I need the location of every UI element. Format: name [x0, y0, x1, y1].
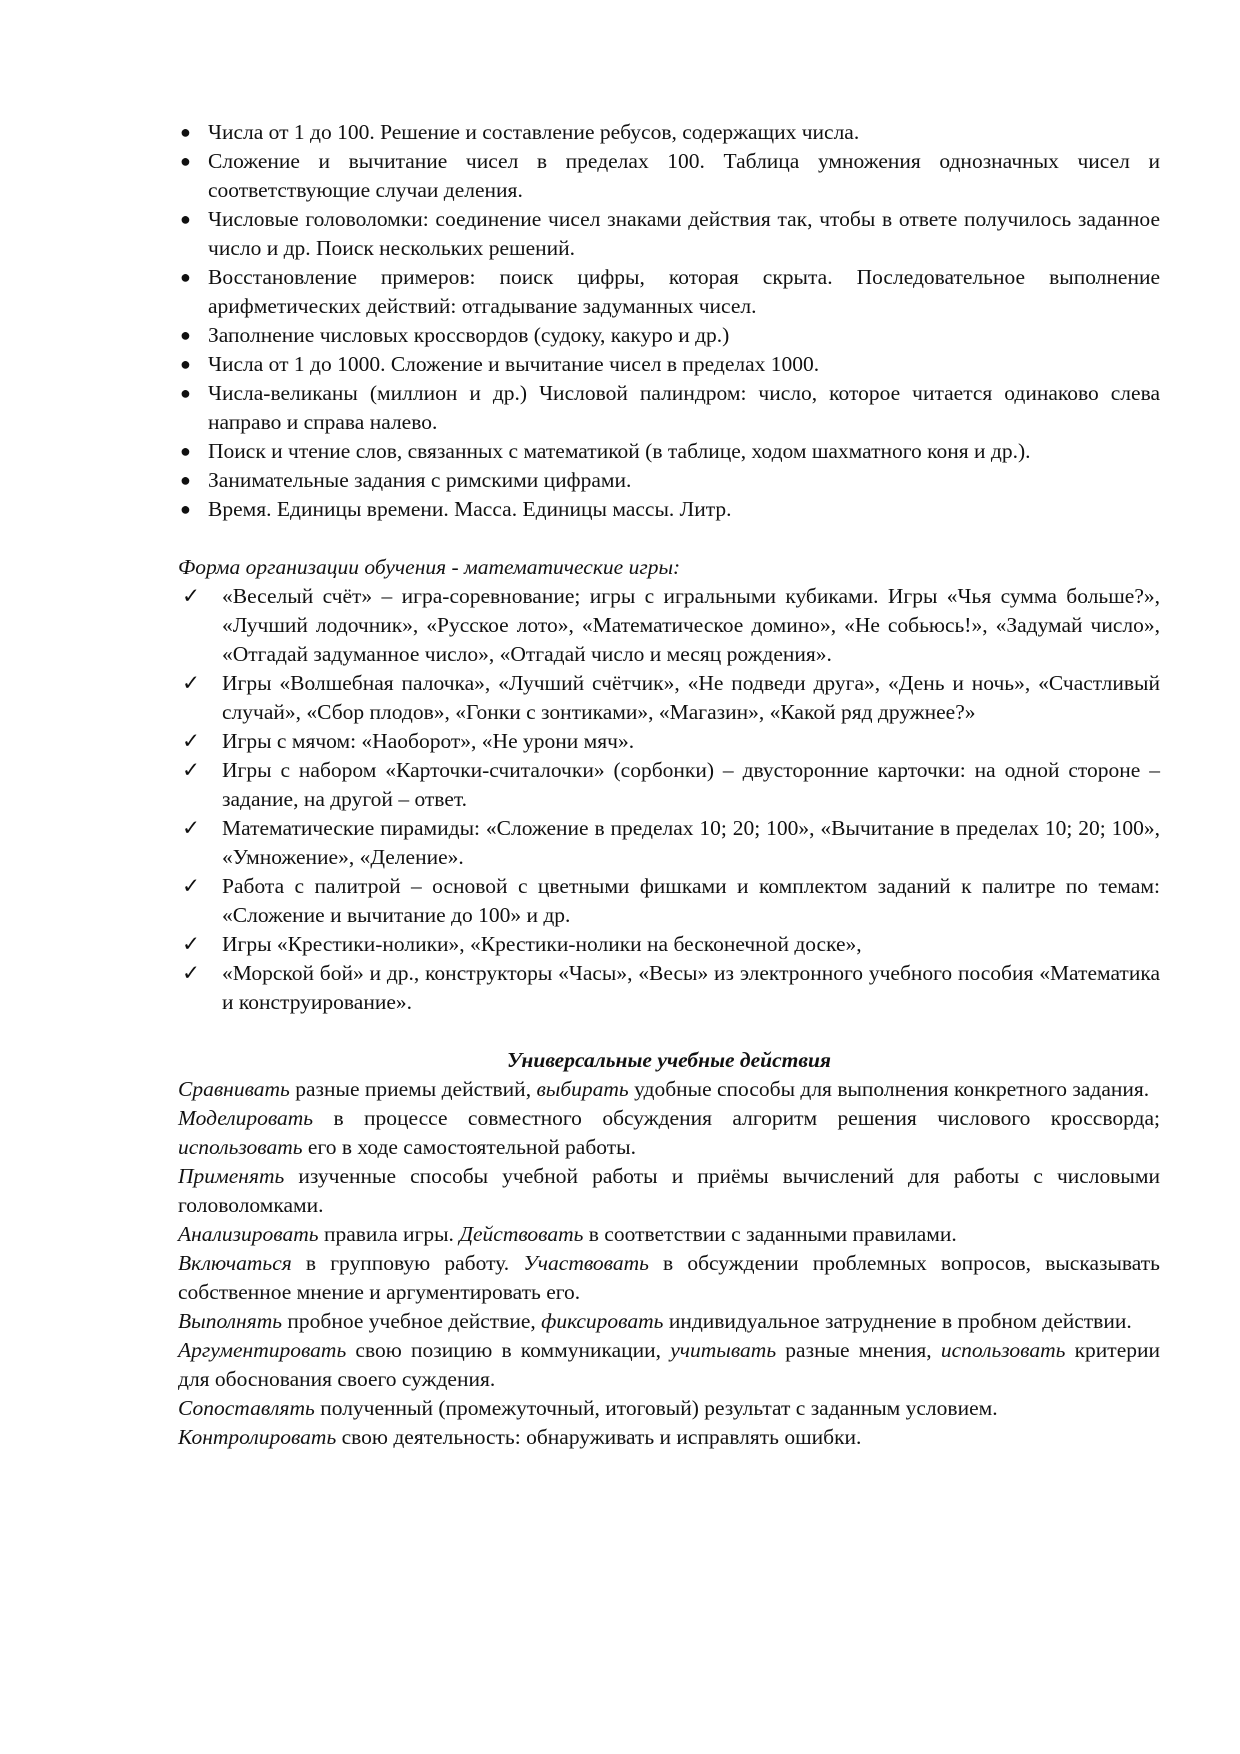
uud-paragraph	[178, 1423, 1160, 1452]
uud-paragraph	[178, 1249, 1160, 1307]
uud-paragraph	[178, 1075, 1160, 1104]
topic-item	[178, 350, 1160, 379]
uud-paragraph	[178, 1104, 1160, 1162]
topic-text: Числовые головоломки: соединение чисел знаками действия так, чтобы в ответе получилось заданное число и др. Поиск нескольких решений.	[208, 207, 1160, 260]
paragraph-text: в процессе совместного обсуждения алгоритм решения числового кроссворда;	[313, 1106, 1160, 1130]
games-subtitle: Форма организации обучения - математические игры:	[178, 555, 681, 579]
game-item	[178, 727, 1160, 756]
game-item	[178, 756, 1160, 814]
game-text: «Морской бой» и др., конструкторы «Часы», «Весы» из электронного учебного пособия «Математика и конструирование».	[222, 961, 1160, 1014]
action-verb: Аргументировать	[178, 1338, 347, 1362]
uud-section	[178, 1075, 1160, 1452]
game-text: Математические пирамиды: «Сложение в пределах 10; 20; 100», «Вычитание в пределах 10; 20; 100», «Умножение», «Деление».	[222, 816, 1160, 869]
uud-paragraph	[178, 1394, 1160, 1423]
action-verb: Сравнивать	[178, 1077, 290, 1101]
bullet-icon: ●	[180, 209, 191, 229]
bullet-icon: ●	[180, 441, 191, 461]
paragraph-text: свою деятельность: обнаруживать и исправлять ошибки.	[336, 1425, 862, 1449]
topic-text: Время. Единицы времени. Масса. Единицы массы. Литр.	[208, 497, 732, 521]
uud-paragraph	[178, 1307, 1160, 1336]
action-verb: Участвовать	[523, 1251, 649, 1275]
topic-item	[178, 147, 1160, 205]
action-verb: Контролировать	[178, 1425, 337, 1449]
paragraph-text: правила игры.	[318, 1222, 460, 1246]
topic-item	[178, 437, 1160, 466]
bullet-icon: ●	[180, 383, 191, 403]
checkmark-icon: ✓	[182, 758, 201, 782]
topics-list	[178, 118, 1160, 524]
topic-text: Заполнение числовых кроссвордов (судоку, какуро и др.)	[208, 323, 730, 347]
section-title: Универсальные учебные действия	[507, 1048, 831, 1072]
bullet-icon: ●	[180, 354, 191, 374]
game-text: Игры с набором «Карточки-считалочки» (сорбонки) – двусторонние карточки: на одной стороне – задание, на другой – ответ.	[222, 758, 1160, 811]
checkmark-icon: ✓	[182, 584, 201, 608]
action-verb: фиксировать	[541, 1309, 664, 1333]
game-item	[178, 814, 1160, 872]
checkmark-icon: ✓	[182, 961, 201, 985]
games-list	[178, 582, 1160, 1017]
paragraph-text: критерии для обоснования своего суждения.	[178, 1338, 1160, 1391]
paragraph-text: разные мнения,	[776, 1338, 941, 1362]
topic-item	[178, 205, 1160, 263]
topic-text: Занимательные задания с римскими цифрами.	[208, 468, 632, 492]
game-item	[178, 669, 1160, 727]
topic-text: Восстановление примеров: поиск цифры, которая скрыта. Последовательное выполнение арифметических действий: отгадывание задуманных чисел.	[208, 265, 1160, 318]
topic-item	[178, 263, 1160, 321]
topic-text: Поиск и чтение слов, связанных с математикой (в таблице, ходом шахматного коня и др.).	[208, 439, 1031, 463]
topic-item	[178, 466, 1160, 495]
game-text: Игры «Волшебная палочка», «Лучший счётчик», «Не подведи друга», «День и ночь», «Счастливый случай», «Сбор плодов», «Гонки с зонтиками», «Магазин», «Какой ряд дружнее?»	[222, 671, 1160, 724]
topic-item	[178, 118, 1160, 147]
bullet-icon: ●	[180, 499, 191, 519]
action-verb: использовать	[178, 1135, 303, 1159]
checkmark-icon: ✓	[182, 729, 201, 753]
action-verb: Включаться	[178, 1251, 292, 1275]
checkmark-icon: ✓	[182, 932, 201, 956]
paragraph-text: удобные способы для выполнения конкретного задания.	[628, 1077, 1150, 1101]
checkmark-icon: ✓	[182, 671, 201, 695]
game-item	[178, 930, 1160, 959]
paragraph-text: полученный (промежуточный, итоговый) результат с заданным условием.	[314, 1396, 998, 1420]
topic-item	[178, 321, 1160, 350]
action-verb: Применять	[178, 1164, 285, 1188]
action-verb: учитывать	[670, 1338, 777, 1362]
action-verb: использовать	[940, 1338, 1066, 1362]
paragraph-text: в групповую работу.	[291, 1251, 524, 1275]
bullet-icon: ●	[180, 122, 191, 142]
game-text: Игры «Крестики-нолики», «Крестики-нолики на бесконечной доске»,	[222, 932, 862, 956]
bullet-icon: ●	[180, 151, 191, 171]
topic-text: Числа от 1 до 100. Решение и составление ребусов, содержащих числа.	[208, 120, 860, 144]
action-verb: Моделировать	[178, 1106, 314, 1130]
action-verb: выбирать	[536, 1077, 629, 1101]
bullet-icon: ●	[180, 267, 191, 287]
paragraph-text: изученные способы учебной работы и приёмы вычислений для работы с числовыми головоломками.	[178, 1164, 1160, 1217]
topic-text: Числа от 1 до 1000. Сложение и вычитание чисел в пределах 1000.	[208, 352, 820, 376]
topic-item	[178, 379, 1160, 437]
action-verb: Выполнять	[178, 1309, 283, 1333]
bullet-icon: ●	[180, 325, 191, 345]
action-verb: Анализировать	[178, 1222, 319, 1246]
game-item	[178, 582, 1160, 669]
game-text: «Веселый счёт» – игра-соревнование; игры с игральными кубиками. Игры «Чья сумма больше?», «Лучший лодочник», «Русское лото», «Математическое домино», «Не собьюсь!», «Задумай число», «Отгадай задуманное число», «Отгадай число и месяц рождения».	[222, 584, 1160, 666]
paragraph-text: его в ходе самостоятельной работы.	[302, 1135, 636, 1159]
topic-text: Сложение и вычитание чисел в пределах 100. Таблица умножения однозначных чисел и соответствующие случаи деления.	[208, 149, 1160, 202]
paragraph-text: свою позицию в коммуникации,	[346, 1338, 671, 1362]
bullet-icon: ●	[180, 470, 191, 490]
game-text: Работа с палитрой – основой с цветными фишками и комплектом заданий к палитре по темам: «Сложение и вычитание до 100» и др.	[222, 874, 1160, 927]
paragraph-text: разные приемы действий,	[289, 1077, 537, 1101]
checkmark-icon: ✓	[182, 874, 201, 898]
action-verb: Сопоставлять	[178, 1396, 315, 1420]
uud-paragraph	[178, 1162, 1160, 1220]
topic-text: Числа-великаны (миллион и др.) Числовой палиндром: число, которое читается одинаково слева направо и справа налево.	[208, 381, 1160, 434]
paragraph-text: индивидуальное затруднение в пробном действии.	[663, 1309, 1132, 1333]
paragraph-text: в соответствии с заданными правилами.	[583, 1222, 957, 1246]
action-verb: Действовать	[459, 1222, 584, 1246]
topic-item	[178, 495, 1160, 524]
paragraph-text: в обсуждении проблемных вопросов, высказывать собственное мнение и аргументировать его.	[178, 1251, 1160, 1304]
game-item	[178, 872, 1160, 930]
uud-paragraph	[178, 1220, 1160, 1249]
uud-paragraph	[178, 1336, 1160, 1394]
game-text: Игры с мячом: «Наоборот», «Не урони мяч».	[222, 729, 635, 753]
game-item	[178, 959, 1160, 1017]
document-page	[178, 118, 1160, 1452]
paragraph-text: пробное учебное действие,	[282, 1309, 542, 1333]
checkmark-icon: ✓	[182, 816, 201, 840]
